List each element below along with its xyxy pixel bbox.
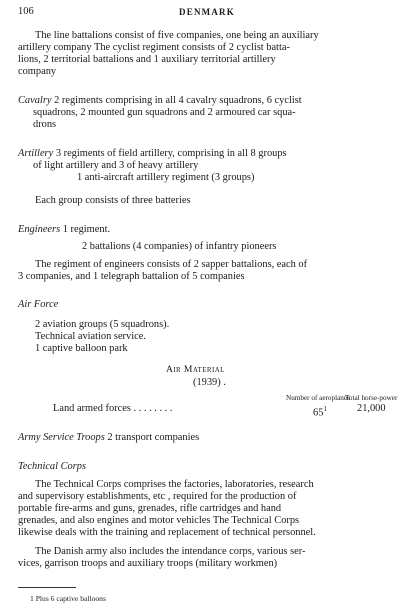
page-number: 106: [18, 6, 34, 17]
row-label: Land armed forces . . . . . . . .: [53, 403, 173, 414]
closing-line: vices, garrison troops and auxiliary troops (military workmen): [18, 558, 278, 569]
footnote-rule: [18, 587, 76, 588]
army-service-heading: Army Service Troops: [18, 432, 105, 443]
cavalry-heading: Cavalry: [18, 95, 52, 106]
intro-line: artillery company The cyclist regiment consists of 2 cyclist batta-: [18, 42, 290, 53]
artillery-line: 3 regiments of field artillery, comprising in all 8 groups: [53, 148, 287, 159]
artillery-line: 1 anti-aircraft artillery regiment (3 groups): [77, 172, 255, 183]
footnote: 1 Plus 6 captive balloons: [30, 594, 106, 603]
artillery-heading: Artillery: [18, 148, 54, 159]
air-material-year: (1939) .: [193, 377, 226, 388]
engineers-first: 1 regiment.: [60, 224, 111, 235]
engineers-heading: Engineers: [18, 224, 61, 235]
artillery-line: of light artillery and 3 of heavy artillery: [33, 160, 199, 171]
technical-corps-line: likewise deals with the training and replacement of technical personnel.: [18, 527, 316, 538]
aeroplanes-value: [313, 403, 327, 420]
technical-corps-line: grenades, and also engines and motor vehicles The Technical Corps: [18, 515, 300, 526]
col-header-horse-power: Total horse-power: [345, 394, 398, 402]
army-service-text: 2 transport companies: [104, 432, 200, 443]
aeroplanes-number: 65: [313, 407, 324, 419]
engineers-line: 2 battalions (4 companies) of infantry pioneers: [82, 241, 277, 252]
cavalry-line: 2 regiments comprising in all 4 cavalry squadrons, 6 cyclist: [51, 95, 302, 106]
intro-line: company: [18, 66, 57, 77]
closing-line: The Danish army also includes the intendance corps, various ser-: [35, 546, 306, 557]
air-force-heading: Air Force: [18, 299, 59, 310]
footnote-ref: 1: [323, 405, 327, 413]
engineers-paragraph-line: The regiment of engineers consists of 2 sapper battalions, each of: [35, 259, 308, 270]
technical-corps-heading: Technical Corps: [18, 461, 87, 472]
engineers-paragraph-line: 3 companies, and 1 telegraph battalion of 5 companies: [18, 271, 245, 282]
air-material-title: Air Material: [166, 364, 225, 375]
intro-line: The line battalions consist of five companies, one being an auxiliary: [35, 30, 319, 41]
air-force-item: Technical aviation service.: [35, 331, 146, 342]
artillery-note: Each group consists of three batteries: [35, 195, 191, 206]
technical-corps-line: portable fire-arms and guns, grenades, rifle cartridges and hand: [18, 503, 282, 514]
air-force-item: 2 aviation groups (5 squadrons).: [35, 319, 170, 330]
horse-power-value: 21,000: [357, 403, 386, 414]
col-header-aeroplanes: Number of aeroplanes: [286, 394, 350, 402]
air-force-item: 1 captive balloon park: [35, 343, 128, 354]
cavalry-line: drons: [33, 119, 57, 130]
technical-corps-line: The Technical Corps comprises the factories, laboratories, research: [35, 479, 314, 490]
technical-corps-line: and supervisory establishments, etc , required for the production of: [18, 491, 297, 502]
cavalry-line: squadrons, 2 mounted gun squadrons and 2 armoured car squa-: [33, 107, 296, 118]
running-title: DENMARK: [179, 7, 235, 17]
intro-line: lions, 2 territorial battalions and 1 auxiliary territorial artillery: [18, 54, 276, 65]
